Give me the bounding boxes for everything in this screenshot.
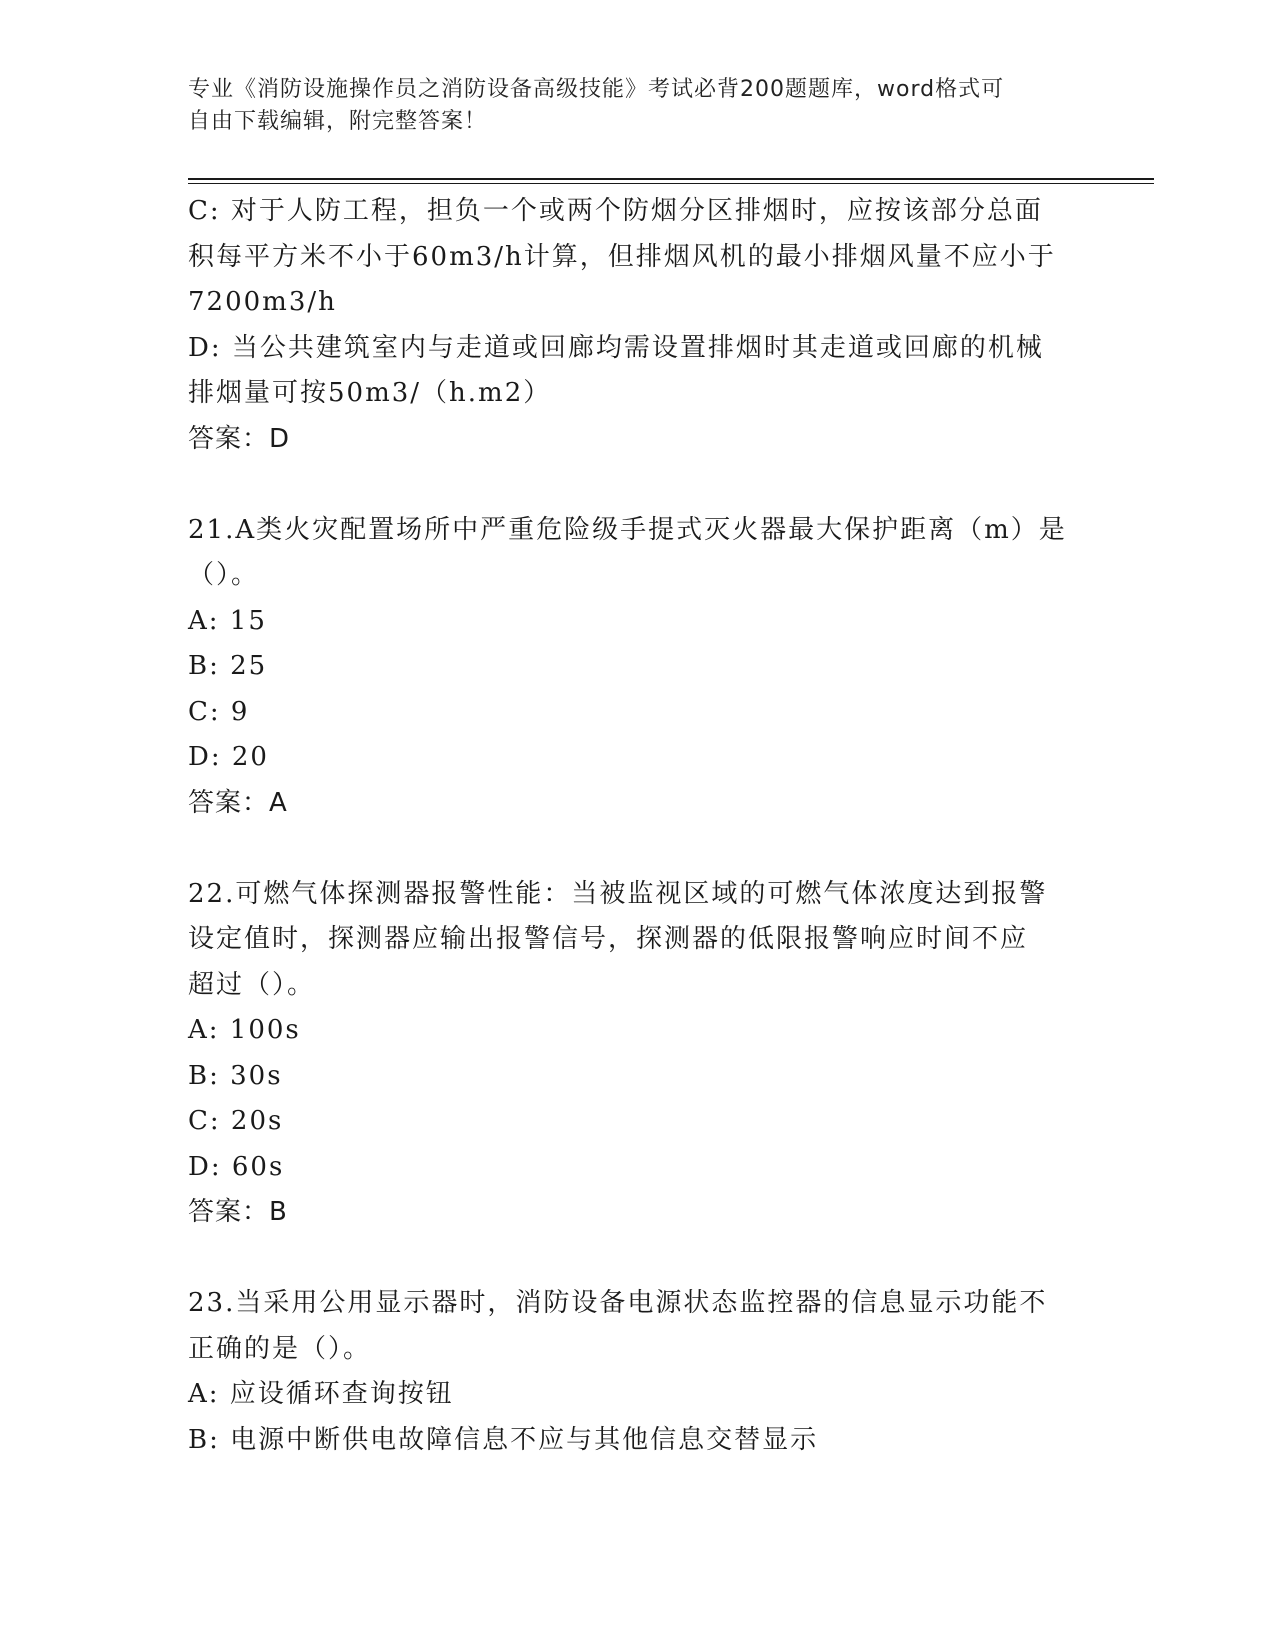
answer-line: 答案：B <box>188 1197 288 1227</box>
question-21 <box>188 508 1088 827</box>
question-stem: 23.当采用公用显示器时，消防设备电源状态监控器的信息显示功能不 <box>188 1288 1048 1318</box>
option-d: D: 20 <box>188 742 269 772</box>
header-line-2: 自由下载编辑，附完整答案！ <box>188 109 488 134</box>
previous-question-continuation <box>188 189 1088 462</box>
option-c: C: 20s <box>188 1106 284 1136</box>
question-23 <box>188 1281 1088 1463</box>
spacer <box>188 1236 1088 1282</box>
question-stem: 正确的是（）。 <box>188 1333 372 1364</box>
option-a: A: 15 <box>188 605 267 636</box>
header-rule-thin <box>188 183 1154 184</box>
spacer <box>188 826 1088 872</box>
question-stem: 22.可燃气体探测器报警性能：当被监视区域的可燃气体浓度达到报警 <box>188 878 1048 909</box>
option-c-line: 7200m3/h <box>188 287 337 317</box>
option-c-line: C: 对于人防工程，担负一个或两个防烟分区排烟时，应按该部分总面 <box>188 196 1043 226</box>
option-b: B: 30s <box>188 1060 283 1091</box>
option-c-line: 积每平方米不小于60m3/h计算，但排烟风机的最小排烟风量不应小于 <box>188 241 1056 272</box>
question-stem: 设定值时，探测器应输出报警信号，探测器的低限报警响应时间不应 <box>188 924 1029 954</box>
option-d-line: D: 当公共建筑室内与走道或回廊均需设置排烟时其走道或回廊的机械 <box>188 332 1044 363</box>
option-c: C: 9 <box>188 696 250 727</box>
option-d-line: 排烟量可按50m3/（h.m2） <box>188 378 552 408</box>
question-stem: 超过（）。 <box>188 969 316 1000</box>
option-a: A: 应设循环查询按钮 <box>188 1379 454 1409</box>
question-22 <box>188 872 1088 1236</box>
answer-line: 答案：D <box>188 423 291 454</box>
document-body <box>188 189 1088 1463</box>
option-a: A: 100s <box>188 1015 301 1045</box>
header-line-1: 专业《消防设施操作员之消防设备高级技能》考试必背200题题库，word格式可 <box>188 77 1005 102</box>
header-rule-thick <box>188 178 1154 180</box>
question-stem: （）。 <box>188 560 260 590</box>
answer-line: 答案：A <box>188 787 288 818</box>
question-stem: 21.A类火灾配置场所中严重危险级手提式灭火器最大保护距离（m）是 <box>188 514 1067 545</box>
option-b: B: 25 <box>188 651 268 681</box>
spacer <box>188 462 1088 508</box>
option-d: D: 60s <box>188 1151 285 1182</box>
document-header <box>188 74 1088 138</box>
option-b: B: 电源中断供电故障信息不应与其他信息交替显示 <box>188 1424 819 1455</box>
